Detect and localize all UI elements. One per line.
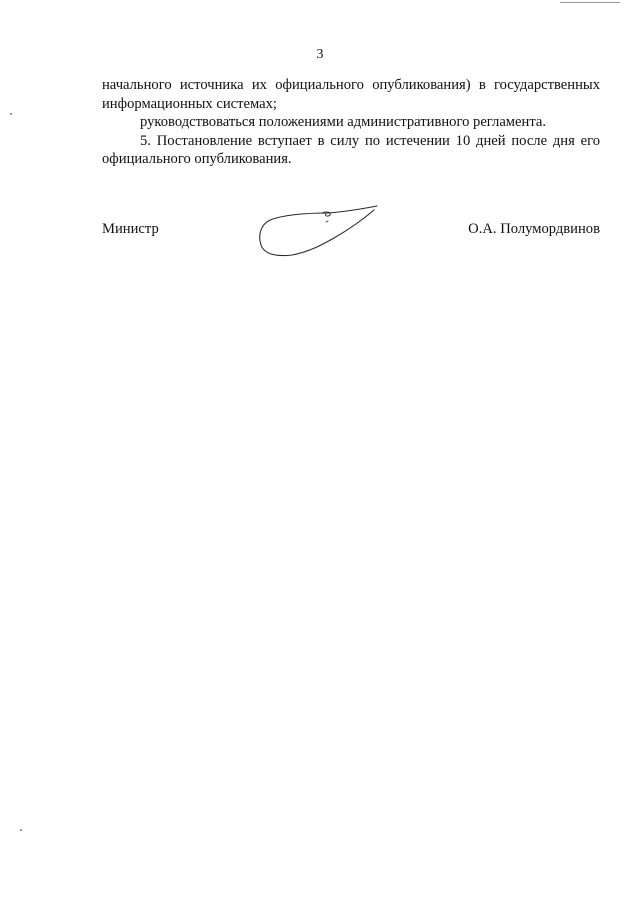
scan-mark-left-dot <box>10 113 12 115</box>
paragraph-line: начального источника их официального опубликования) в государственных <box>102 77 600 93</box>
scan-mark-bottom-left-dot <box>20 829 22 831</box>
signatory-name: О.А. Полумордвинов <box>468 221 600 237</box>
document-body <box>102 76 600 169</box>
paragraph-regulation: руководствоваться положениями административного регламента. <box>140 114 547 130</box>
paragraph-line: 5. Постановление вступает в силу по истечении 10 дней после дня его <box>140 132 600 149</box>
handwritten-signature-icon <box>256 200 382 262</box>
page-number: 3 <box>316 47 324 62</box>
paragraph-line: официального опубликования. <box>102 151 292 167</box>
signatory-title: Министр <box>102 221 159 237</box>
paragraph-effective-date <box>102 132 600 169</box>
paragraph-line: информационных системах; <box>102 95 277 112</box>
scan-mark-top-right <box>560 2 620 3</box>
paragraph-continuation <box>102 76 600 113</box>
